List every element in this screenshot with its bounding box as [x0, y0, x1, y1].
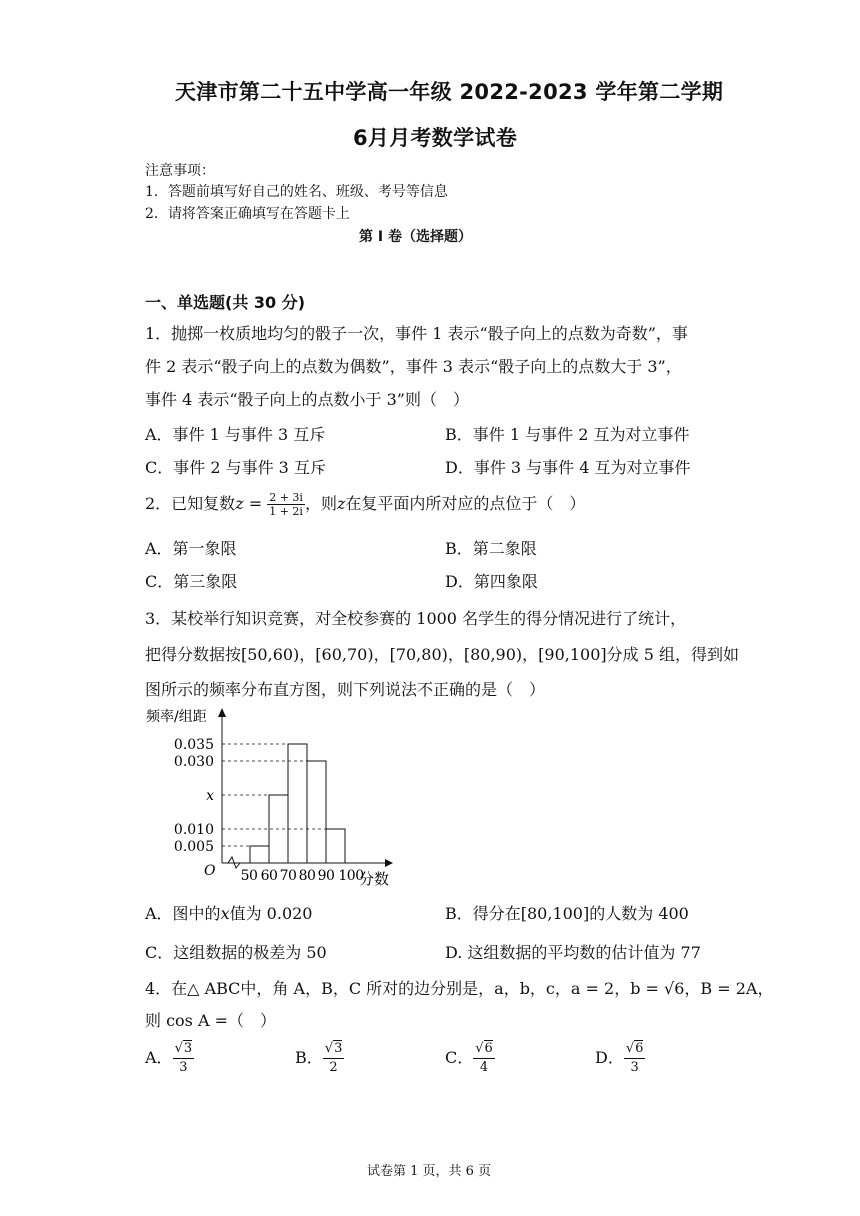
question-3-line-1: 3．某校举行知识竞赛，对全校参赛的 1000 名学生的得分情况进行了统计，	[145, 609, 687, 628]
question-1-option-c: C．事件 2 与事件 3 互斥	[145, 458, 326, 477]
option-d-denominator: 3	[630, 1060, 639, 1075]
histogram-bar	[307, 761, 326, 863]
question-4-option-b	[295, 1038, 344, 1078]
question-1-option-a: A．事件 1 与事件 3 互斥	[145, 425, 326, 444]
option-b-denominator: 2	[329, 1060, 338, 1075]
x-axis-arrow-icon	[385, 859, 393, 867]
option-a-numerator	[173, 1040, 195, 1059]
question-2-option-d: D．第四象限	[445, 572, 538, 591]
question-3-option-d: D. 这组数据的平均数的估计值为 77	[445, 943, 701, 962]
variable-z: z	[235, 494, 244, 513]
sqrt-icon: √	[625, 1041, 635, 1056]
x-tick-label: 90	[317, 868, 335, 884]
x-tick-label: 50	[240, 868, 258, 884]
y-axis-title: 频率/组距	[146, 709, 207, 725]
question-4-line-2: 则 cos A =（ ）	[145, 1011, 277, 1030]
x-axis-title: 分数	[359, 870, 390, 888]
option-b-radicand: 3	[334, 1041, 343, 1056]
question-2-mid: ，则	[304, 494, 337, 513]
question-2-stem	[145, 485, 585, 523]
option-a-fraction	[173, 1040, 195, 1077]
option-c-denominator: 4	[479, 1060, 489, 1075]
notes-item-2: 2．请将答案正确填写在答题卡上	[145, 206, 350, 222]
question-3-option-a-prefix: A．图中的	[145, 904, 221, 923]
question-3-option-c: C．这组数据的极差为 50	[145, 943, 327, 962]
question-3-option-a	[145, 901, 313, 924]
volume-heading: 第 I 卷（选择题）	[359, 229, 472, 245]
sqrt-icon: √	[475, 1041, 484, 1056]
y-tick-label: 0.035	[173, 737, 214, 753]
complex-fraction	[267, 491, 305, 518]
option-a-label: A．	[145, 1048, 173, 1067]
origin-label: O	[204, 863, 216, 879]
question-2-suffix: 在复平面内所对应的点位于（ ）	[345, 494, 586, 513]
option-c-label: C．	[445, 1048, 474, 1067]
option-b-numerator	[323, 1040, 345, 1059]
page-title-line1: 天津市第二十五中学高一年级 2022-2023 学年第二学期	[175, 80, 724, 104]
x-tick-label: 100	[338, 868, 364, 884]
histogram-bar	[250, 846, 269, 863]
equals-sign: =	[243, 494, 268, 513]
option-b-fraction	[323, 1040, 345, 1077]
fraction-denominator: 1 + 2i	[269, 505, 303, 518]
notes-heading: 注意事项：	[145, 163, 215, 179]
page-title-line2: 6月月考数学试卷	[353, 126, 518, 150]
sqrt-icon: √	[174, 1041, 183, 1056]
option-d-fraction	[624, 1040, 646, 1077]
question-1-line-2: 件 2 表示“骰子向上的点数为偶数”，事件 3 表示“骰子向上的点数大于 3”，	[145, 357, 682, 376]
y-tick-label: 0.010	[173, 822, 214, 838]
option-c-radicand: 6	[484, 1041, 493, 1056]
question-2-option-b: B．第二象限	[445, 539, 537, 558]
variable-x: x	[220, 904, 230, 923]
question-2-option-c: C．第三象限	[145, 572, 238, 591]
question-3-option-b: B．得分在[80,100]的人数为 400	[445, 904, 689, 923]
question-3-line-2: 把得分数据按[50,60)，[60,70)，[70,80)，[80,90)，[90,100]分成 5 组，得到如	[145, 645, 739, 664]
option-d-numerator	[624, 1040, 646, 1059]
section-heading: 一、单选题(共 30 分)	[145, 293, 306, 312]
question-4-option-a	[145, 1038, 194, 1078]
question-1-line-3: 事件 4 表示“骰子向上的点数小于 3”则（ ）	[145, 390, 469, 409]
option-c-numerator	[473, 1040, 495, 1059]
question-2-option-a: A．第一象限	[145, 539, 237, 558]
option-b-label: B．	[295, 1048, 323, 1067]
y-tick-label: x	[206, 788, 214, 804]
notes-item-1: 1．答题前填写好自己的姓名、班级、考号等信息	[145, 184, 448, 200]
question-2-prefix: 2．已知复数	[145, 494, 236, 513]
question-1-option-b: B．事件 1 与事件 2 互为对立事件	[445, 425, 690, 444]
question-4-line-1: 4．在△ ABC中，角 A，B，C 所对的边分别是，a，b，c，a = 2，b = √6，B = 2A，	[145, 979, 774, 998]
page-footer: 试卷第 1 页，共 6 页	[367, 1164, 492, 1179]
question-1-line-1: 1．抛掷一枚质地均匀的骰子一次，事件 1 表示“骰子向上的点数为奇数”，事	[145, 324, 688, 343]
y-tick-label: 0.005	[173, 839, 214, 855]
sqrt-icon: √	[324, 1041, 334, 1056]
x-tick-label: 60	[260, 868, 278, 884]
question-1-option-d: D．事件 3 与事件 4 互为对立事件	[445, 458, 691, 477]
x-tick-label: 80	[298, 868, 316, 884]
question-4-option-c	[445, 1038, 495, 1078]
histogram-bar	[288, 744, 307, 863]
option-d-radicand: 6	[635, 1041, 644, 1056]
option-a-radicand: 3	[183, 1041, 193, 1056]
variable-z-2: z	[336, 494, 346, 513]
question-3-option-a-suffix: 值为 0.020	[229, 904, 313, 923]
histogram-bar	[326, 829, 345, 863]
fraction-numerator: 2 + 3i	[269, 491, 303, 504]
x-tick-label: 70	[279, 868, 297, 884]
option-a-denominator: 3	[179, 1060, 188, 1075]
frequency-histogram	[140, 700, 400, 895]
option-c-fraction	[473, 1040, 495, 1077]
question-3-line-3: 图所示的频率分布直方图，则下列说法不正确的是（ ）	[145, 680, 546, 699]
y-tick-label: 0.030	[173, 754, 214, 770]
option-d-label: D．	[595, 1048, 624, 1067]
question-4-option-d	[595, 1038, 645, 1078]
y-axis-arrow-icon	[218, 708, 226, 717]
